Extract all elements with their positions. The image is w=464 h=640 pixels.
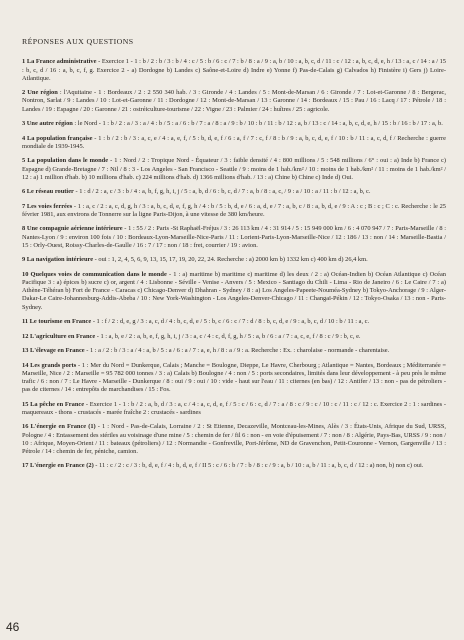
answer-entry-12 bbox=[22, 333, 446, 341]
answer-entry-17 bbox=[22, 462, 446, 470]
entry-title: 7 Les voies ferrées bbox=[22, 202, 73, 210]
answer-entry-4 bbox=[22, 135, 446, 151]
entry-title: 9 La navigation intérieure bbox=[22, 256, 94, 264]
entry-title: 6 Le réseau routier bbox=[22, 188, 74, 196]
answer-entry-10 bbox=[22, 271, 446, 312]
entry-body: - Exercice 1 - 1 : b / 2 : b / 3 : b / 4 : c / 5 : b / 6 : c / 7 : b / 8 : a / 9 : a, b / 10 : a, b, c, d / 11 : c / 12 : a, b, c, d, e, h / 13 : a, c / 14 : a / 15 : b, c, d / 16 : a, b, c, f, g. Exercice 2 - a) Dordogne b) Landes c) Saône-et-Loire d) Indre e) Yonne f) Pas-de-Calais g) Calvados h) Finistère i) Gers j) Loire-Atlantique. bbox=[22, 58, 447, 82]
entry-body: - 1 : 55 / 2 : Paris -St Raphaël-Fréjus / 3 : 26 113 km / 4 : 31 914 / 5 : 15 949 000 km / 6 : 4 070 947 / 7 : Paris-Marseille / 8 : Nantes-Lyon / 9 : environ 100 fois / 10 : Bordeaux-Lyon-Marseille-Nice-Paris / 11 : Lorient-Paris-Lyon-Marseille-Nice / 12 : 186 / 13 : non / 14 : Marseille-Bastia / 15 : Orly-Ouest, Roissy-Charles-de-Gaulle / 16 : 7 / 17 : non / 18 : fret, courrier / 19 : avion. bbox=[22, 225, 446, 249]
answer-entry-7 bbox=[22, 203, 446, 219]
entry-title: 13 L'élevage en France bbox=[22, 347, 85, 355]
entry-title: 15 La pêche en France bbox=[22, 400, 85, 408]
answer-entry-3 bbox=[22, 120, 446, 128]
page-number: 46 bbox=[6, 620, 20, 634]
answers-list bbox=[22, 52, 446, 477]
entry-body: - oui : 1, 2, 4, 5, 6, 9, 13, 15, 17, 19, 20, 22, 24. Recherche : a) 2000 km b) 1332 km c) 400 km d) 26,4 km. bbox=[93, 256, 368, 264]
answer-entry-1 bbox=[22, 58, 446, 82]
answer-entry-11 bbox=[22, 318, 446, 326]
entry-title: 17 L'énergie en France (2) bbox=[22, 462, 94, 470]
answer-entry-16 bbox=[22, 423, 446, 456]
entry-title: 1 La France administrative bbox=[22, 58, 97, 66]
entry-body: - 1 : b / 2 : b / 3 : a, c, e / 4 : a, e, f, / 5 : b, d, e, f / 6 : a, f / 7 : c, f / 8 : b / 9 : a, b, c, d, e, f / 10 : b / 11 : a, c, d, f / Recherche : guerre mondiale de 1939-1945. bbox=[22, 134, 446, 150]
entry-body: - 1 : a, c / 2 : a, c, d, g, h / 3 : a, b, c, d, e, f, g, h / 4 : b / 5 : b, d, e / 6 : a, d, e / 7 : a, b, c / 8 : a, b, d, e / 9 : A : c ; B : c ; C : c. Recherche : le 25 février 1981, aux environs de Tonnerre sur la ligne Paris-Dijon, à une vitesse de 380 km/heure. bbox=[22, 202, 446, 218]
entry-title: 3 Une autre région bbox=[22, 120, 73, 128]
entry-title: 14 Les grands ports bbox=[22, 361, 77, 369]
entry-title: 8 Une compagnie aérienne intérieure bbox=[22, 225, 123, 233]
answer-entry-5 bbox=[22, 157, 446, 181]
entry-title: 2 Une région bbox=[22, 89, 58, 97]
entry-title: 10 Quelques voies de communication dans le monde bbox=[22, 270, 167, 278]
answer-entry-14 bbox=[22, 362, 446, 395]
entry-body: - 11 : c / 2 : c / 3 : b, d, e, f / 4 : b, d, e, f / II 5 : c / 6 : b / 7 : b / 8 : c / 9 : a, b / 10 : a, b / 11 : a, b, c, d / 12 : a) non, b) non c) oui. bbox=[93, 462, 424, 470]
entry-body: - 1 : a, b, e / 2 : a, b, e, f, g, h, i, j / 3 : a, c / 4 : c, d, f, g, h / 5 : a, b / 6 : a / 7 : a, c, e, f / 8 : c / 9 : b, c, e. bbox=[95, 332, 361, 340]
answer-entry-8 bbox=[22, 225, 446, 249]
entry-body: - 1 : f / 2 : d, e, g / 3 : a, c, d / 4 : b, c, d, e / 5 : b, c / 6 : c / 7 : d / 8 : b, c, d, e / 9 : a, b, c, d / 10 : b / 11 : a, c. bbox=[91, 318, 370, 326]
page-heading: RÉPONSES AUX QUESTIONS bbox=[22, 37, 134, 46]
entry-body: - 1 : a / 2 : b / 3 : a / 4 : a, b / 5 : a / 6 : a / 7 : a, e, h / 8 : a / 9 : a. Recherche : Ex. : charolaise - normande - charentaise. bbox=[84, 347, 390, 355]
entry-body: - 1 : Nord / 2 : Tropique Nord - Équateur / 3 : faible densité / 4 : 800 millions / 5 : 548 millions / 6° : oui : a) Inde b) France c) Espagne d) Grande-Bretagne / 7 : Nil / 8 : 3 - Los Angeles - San Francisco - Seattle / 9 : moins de 1 hab./km² / 10 : moins de 1 hab./km² / 11 : moins de 1 hab./km² / 12 : a) 1 million d'hab. b) 10 millions d'hab. c) 224 millions d'hab. d) 1366 millions d'hab. / 13 : a) Chine b) Chine c) Inde d) Oui. bbox=[22, 157, 447, 181]
answer-entry-2 bbox=[22, 89, 446, 113]
entry-title: 16 L'énergie en France (1) bbox=[22, 423, 96, 431]
entry-body: : le Nord - 1 : b / 2 : a / 3 : a / 4 : b / 5 : a / 6 : b / 7 : a / 8 : a / 9 : b / 10 : b / 11 : b / 12 : a, b / 13 : c / 14 : a, b, c, d, e, h / 15 : b / 16 : b / 17 : a, b. bbox=[72, 120, 443, 128]
entry-body: - 1 : Mer du Nord = Dunkerque, Calais ; Manche = Boulogne, Dieppe, Le Havre, Cherbourg ; Atlantique = Nantes, Bordeaux ; Méditerranée = Marseille, Nice / 2 : Marseille = 95 782 000 tonnes / 3 : a) Calais b) Boulogne / 4 : non / 5 : ports secondaires, limités dans leur développement - à peu près le même trafic / 6 : non / 7 : Le Havre - Marseille - Dunkerque / 8 : oui / 9 : oui / 10 : vide - haut sur l'eau / 11 : citernes (en bas) / 12 : Antifer / 13 : non - pas de pétroliers - pas de citernes / 14 : entrepôts de marchandises / 15 : Fos. bbox=[22, 361, 447, 394]
entry-body: - Exercice 1 - 1 : b / 2 : a, b, d / 3 : a, c / 4 : a, c, d, e, f / 5 : c / 6 : c, d / 7 : a / 8 : c / 9 : c / 10 : c / 11 : c / 12 : c. Exercice 2 : 1 : sardines - maquereaux - thons - crustacés - marée fraîche 2 : crustacés - sardines bbox=[22, 400, 446, 416]
entry-title: 5 La population dans le monde bbox=[22, 157, 109, 165]
entry-title: 11 Le tourisme en France bbox=[22, 318, 92, 326]
answer-entry-15 bbox=[22, 401, 446, 417]
entry-body: : l'Aquitaine - 1 : Bordeaux / 2 : 2 550 340 hab. / 3 : Gironde / 4 : Landes / 5 : Mont-de-Marsan / 6 : Gironde / 7 : Lot-et-Garonne / 8 : Bergerac, Nontron, Sarlat / 9 : Landes / 10 : Lot-et-Garonne / 11 : Dordogne / 12 : Mont-de-Marsan / 13 : Garonne / 14 : Bordeaux / 15 : Pau / 16 : Lacq / 17 : Pétrole / 18 : Landes / 19 : Espagne / 20 : Garonne / 21 : ostréiculture-tourisme / 22 : Vigne / 23 : Palmier / 24 : huîtres / 25 : agricole. bbox=[22, 89, 446, 113]
entry-title: 12 L'agriculture en France bbox=[22, 332, 96, 340]
entry-body: - 1 : d / 2 : a, c / 3 : b / 4 : a, b, f, g, h, i, j / 5 : a, b, d / 6 : b, c, d / 7 : a, b / 8 : a, c, / 9 : a / 10 : a / 11 : b / 12 : a, b, c. bbox=[73, 188, 371, 196]
entry-title: 4 La population française bbox=[22, 134, 93, 142]
answer-entry-9 bbox=[22, 256, 446, 264]
answer-entry-13 bbox=[22, 347, 446, 355]
answer-entry-6 bbox=[22, 188, 446, 196]
entry-body: - 1 : Nord - Pas-de-Calais, Lorraine / 2 : St Etienne, Decazeville, Montceau-les-Mines, Alès / 3 : États-Unis, Afrique du Sud, URSS, Pologne / 4 : Entassement des stériles au voisinage d'une mine / 5 : chemin de fer / fil 6 : non - en voie d'épuisement / 7 : non / 8 : Algérie, Pays-Bas, URSS / 9 : non / 10 : Afrique, Moyen-Orient / 11 : bateaux (pétroliers) / 12 : Normandie - Gonfreville, Port-Jérôme, ND de Gravenchon, Petit-Couronne - Vernon, Gargenville / 13 : Pétrole / 14 : chemin de fer, péniche, camion. bbox=[22, 423, 446, 455]
entry-body: - 1 : a) maritime b) maritime c) maritime d) les deux / 2 : a) Océan-Indien b) Océan Atlantique c) Océan Pacifique 3 : a) épices b) sucre c) or, argent / 4 : Lisbonne - Séville - Venise - Anvers / 5 : Mexico - Santiago du Chili - Lima - Rio de Janeiro / 6 : Le Caire / 7 : a) Athène-Téhéran b) Fort de France - Caracas c) Chicago-Denver d) Dhahran - Sydney / 8 : a) Los Angeles-Papeete-Nouméa-Sydney b) Tokyo-Anchorage / 9 : Alger-Dakar-Le Caire-Johannesburg-Addis-Abeba / 10 : New York-Washington - Los Angeles-Denver-Chicago / 11 : Changaï-Pékin / 12 : Tokyo-Osaka / 13 : non - Paris-Sydney. bbox=[22, 270, 446, 311]
